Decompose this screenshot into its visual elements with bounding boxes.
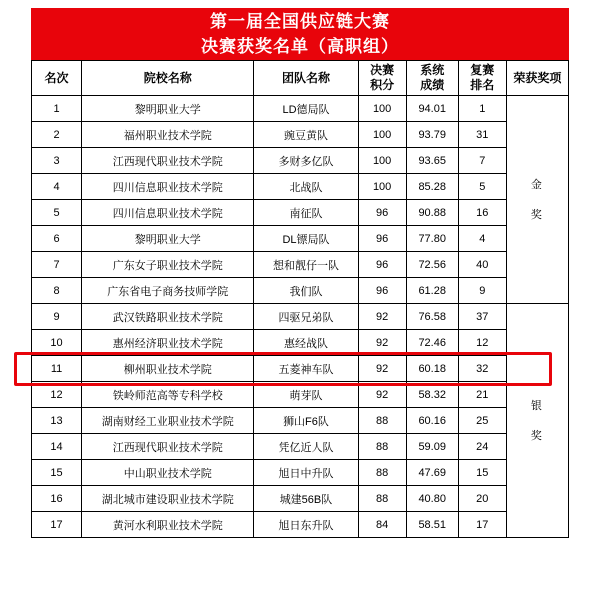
cell-final-score: 88 bbox=[358, 486, 406, 512]
cell-rematch-rank: 24 bbox=[458, 434, 506, 460]
page-left-margin bbox=[0, 0, 14, 614]
table-row bbox=[32, 252, 569, 278]
table-header-row bbox=[32, 61, 569, 96]
cell-system-score: 60.16 bbox=[406, 408, 458, 434]
cell-school: 湖北城市建设职业技术学院 bbox=[82, 486, 254, 512]
cell-system-score: 76.58 bbox=[406, 304, 458, 330]
cell-final-score: 88 bbox=[358, 434, 406, 460]
table-row bbox=[32, 96, 569, 122]
cell-school: 四川信息职业技术学院 bbox=[82, 174, 254, 200]
table-row bbox=[32, 356, 569, 382]
header-team: 团队名称 bbox=[254, 61, 358, 96]
cell-team: 狮山F6队 bbox=[254, 408, 358, 434]
header-system-score bbox=[406, 61, 458, 96]
cell-rank: 8 bbox=[32, 278, 82, 304]
cell-rematch-rank: 4 bbox=[458, 226, 506, 252]
table-row bbox=[32, 278, 569, 304]
cell-team: 凭亿近人队 bbox=[254, 434, 358, 460]
table-row bbox=[32, 304, 569, 330]
header-system-score-line2: 成绩 bbox=[420, 78, 445, 92]
cell-rematch-rank: 15 bbox=[458, 460, 506, 486]
cell-system-score: 72.56 bbox=[406, 252, 458, 278]
cell-team: 南征队 bbox=[254, 200, 358, 226]
cell-rank: 6 bbox=[32, 226, 82, 252]
cell-school: 黎明职业大学 bbox=[82, 226, 254, 252]
table-row bbox=[32, 200, 569, 226]
results-table bbox=[31, 60, 569, 538]
table-row bbox=[32, 512, 569, 538]
cell-rematch-rank: 37 bbox=[458, 304, 506, 330]
page-right-margin bbox=[586, 0, 600, 614]
table-row bbox=[32, 330, 569, 356]
cell-school: 铁岭师范高等专科学校 bbox=[82, 382, 254, 408]
cell-rematch-rank: 9 bbox=[458, 278, 506, 304]
cell-school: 福州职业技术学院 bbox=[82, 122, 254, 148]
cell-rematch-rank: 17 bbox=[458, 512, 506, 538]
cell-rematch-rank: 12 bbox=[458, 330, 506, 356]
cell-prize bbox=[506, 96, 568, 304]
cell-rematch-rank: 40 bbox=[458, 252, 506, 278]
cell-rematch-rank: 25 bbox=[458, 408, 506, 434]
cell-rank: 7 bbox=[32, 252, 82, 278]
cell-team: LD德局队 bbox=[254, 96, 358, 122]
cell-rank: 2 bbox=[32, 122, 82, 148]
cell-school: 黄河水利职业技术学院 bbox=[82, 512, 254, 538]
cell-rank: 5 bbox=[32, 200, 82, 226]
cell-team: 萌芽队 bbox=[254, 382, 358, 408]
cell-system-score: 93.79 bbox=[406, 122, 458, 148]
header-prize: 荣获奖项 bbox=[506, 61, 568, 96]
prize-label-char: 银 bbox=[530, 399, 544, 412]
cell-final-score: 88 bbox=[358, 408, 406, 434]
cell-rematch-rank: 1 bbox=[458, 96, 506, 122]
table-row bbox=[32, 460, 569, 486]
cell-system-score: 72.46 bbox=[406, 330, 458, 356]
cell-school: 武汉铁路职业技术学院 bbox=[82, 304, 254, 330]
cell-school: 惠州经济职业技术学院 bbox=[82, 330, 254, 356]
cell-team: 惠经战队 bbox=[254, 330, 358, 356]
cell-team: 豌豆黄队 bbox=[254, 122, 358, 148]
table-row bbox=[32, 486, 569, 512]
header-final-score bbox=[358, 61, 406, 96]
cell-final-score: 100 bbox=[358, 174, 406, 200]
cell-final-score: 96 bbox=[358, 278, 406, 304]
cell-final-score: 92 bbox=[358, 304, 406, 330]
cell-rank: 14 bbox=[32, 434, 82, 460]
header-rematch-rank-line1: 复赛 bbox=[470, 63, 495, 77]
cell-school: 柳州职业技术学院 bbox=[82, 356, 254, 382]
cell-final-score: 100 bbox=[358, 148, 406, 174]
cell-system-score: 94.01 bbox=[406, 96, 458, 122]
cell-team: 北战队 bbox=[254, 174, 358, 200]
header-final-score-line1: 决赛 bbox=[370, 63, 395, 77]
table-row bbox=[32, 382, 569, 408]
cell-team: 我们队 bbox=[254, 278, 358, 304]
cell-rank: 1 bbox=[32, 96, 82, 122]
cell-system-score: 61.28 bbox=[406, 278, 458, 304]
cell-team: 四驱兄弟队 bbox=[254, 304, 358, 330]
cell-system-score: 77.80 bbox=[406, 226, 458, 252]
cell-final-score: 92 bbox=[358, 382, 406, 408]
title-line-1: 第一届全国供应链大赛 bbox=[210, 12, 390, 31]
cell-rank: 3 bbox=[32, 148, 82, 174]
cell-final-score: 100 bbox=[358, 96, 406, 122]
header-rank: 名次 bbox=[32, 61, 82, 96]
cell-final-score: 96 bbox=[358, 200, 406, 226]
cell-rematch-rank: 5 bbox=[458, 174, 506, 200]
cell-final-score: 88 bbox=[358, 460, 406, 486]
cell-school: 中山职业技术学院 bbox=[82, 460, 254, 486]
cell-system-score: 58.32 bbox=[406, 382, 458, 408]
cell-team: 城建56B队 bbox=[254, 486, 358, 512]
cell-final-score: 92 bbox=[358, 330, 406, 356]
prize-label-char: 奖 bbox=[530, 429, 544, 442]
cell-rematch-rank: 31 bbox=[458, 122, 506, 148]
cell-final-score: 84 bbox=[358, 512, 406, 538]
cell-rematch-rank: 20 bbox=[458, 486, 506, 512]
cell-system-score: 59.09 bbox=[406, 434, 458, 460]
cell-system-score: 40.80 bbox=[406, 486, 458, 512]
title-line-2: 决赛获奖名单（高职组） bbox=[201, 37, 399, 56]
cell-final-score: 92 bbox=[358, 356, 406, 382]
cell-team: DL镖局队 bbox=[254, 226, 358, 252]
cell-rank: 17 bbox=[32, 512, 82, 538]
cell-team: 旭日东升队 bbox=[254, 512, 358, 538]
table-row bbox=[32, 148, 569, 174]
cell-system-score: 85.28 bbox=[406, 174, 458, 200]
cell-rank: 10 bbox=[32, 330, 82, 356]
cell-team: 想和靓仔一队 bbox=[254, 252, 358, 278]
header-school: 院校名称 bbox=[82, 61, 254, 96]
header-rematch-rank-line2: 排名 bbox=[470, 78, 495, 92]
cell-school: 江西现代职业技术学院 bbox=[82, 434, 254, 460]
prize-label bbox=[508, 170, 567, 230]
cell-rank: 4 bbox=[32, 174, 82, 200]
cell-team: 多财多亿队 bbox=[254, 148, 358, 174]
cell-rank: 15 bbox=[32, 460, 82, 486]
cell-school: 湖南财经工业职业技术学院 bbox=[82, 408, 254, 434]
title-banner bbox=[31, 8, 569, 60]
cell-school: 江西现代职业技术学院 bbox=[82, 148, 254, 174]
table-row bbox=[32, 434, 569, 460]
cell-system-score: 58.51 bbox=[406, 512, 458, 538]
cell-school: 广东女子职业技术学院 bbox=[82, 252, 254, 278]
cell-system-score: 90.88 bbox=[406, 200, 458, 226]
cell-rematch-rank: 7 bbox=[458, 148, 506, 174]
cell-rank: 9 bbox=[32, 304, 82, 330]
cell-system-score: 93.65 bbox=[406, 148, 458, 174]
table-row bbox=[32, 226, 569, 252]
cell-school: 黎明职业大学 bbox=[82, 96, 254, 122]
cell-prize bbox=[506, 304, 568, 538]
cell-team: 旭日中升队 bbox=[254, 460, 358, 486]
header-rematch-rank bbox=[458, 61, 506, 96]
prize-label-char: 奖 bbox=[530, 208, 544, 221]
cell-final-score: 96 bbox=[358, 226, 406, 252]
table-row bbox=[32, 174, 569, 200]
table-body bbox=[32, 96, 569, 538]
cell-team: 五菱神车队 bbox=[254, 356, 358, 382]
table-row bbox=[32, 122, 569, 148]
prize-label-char: 金 bbox=[530, 178, 544, 191]
header-final-score-line2: 积分 bbox=[370, 78, 395, 92]
cell-final-score: 96 bbox=[358, 252, 406, 278]
cell-system-score: 60.18 bbox=[406, 356, 458, 382]
cell-school: 广东省电子商务技师学院 bbox=[82, 278, 254, 304]
cell-school: 四川信息职业技术学院 bbox=[82, 200, 254, 226]
cell-rank: 12 bbox=[32, 382, 82, 408]
cell-rematch-rank: 32 bbox=[458, 356, 506, 382]
header-system-score-line1: 系统 bbox=[420, 63, 445, 77]
cell-rematch-rank: 16 bbox=[458, 200, 506, 226]
table-row bbox=[32, 408, 569, 434]
cell-system-score: 47.69 bbox=[406, 460, 458, 486]
prize-label bbox=[508, 391, 567, 451]
cell-rank: 11 bbox=[32, 356, 82, 382]
cell-rank: 16 bbox=[32, 486, 82, 512]
cell-final-score: 100 bbox=[358, 122, 406, 148]
cell-rematch-rank: 21 bbox=[458, 382, 506, 408]
cell-rank: 13 bbox=[32, 408, 82, 434]
